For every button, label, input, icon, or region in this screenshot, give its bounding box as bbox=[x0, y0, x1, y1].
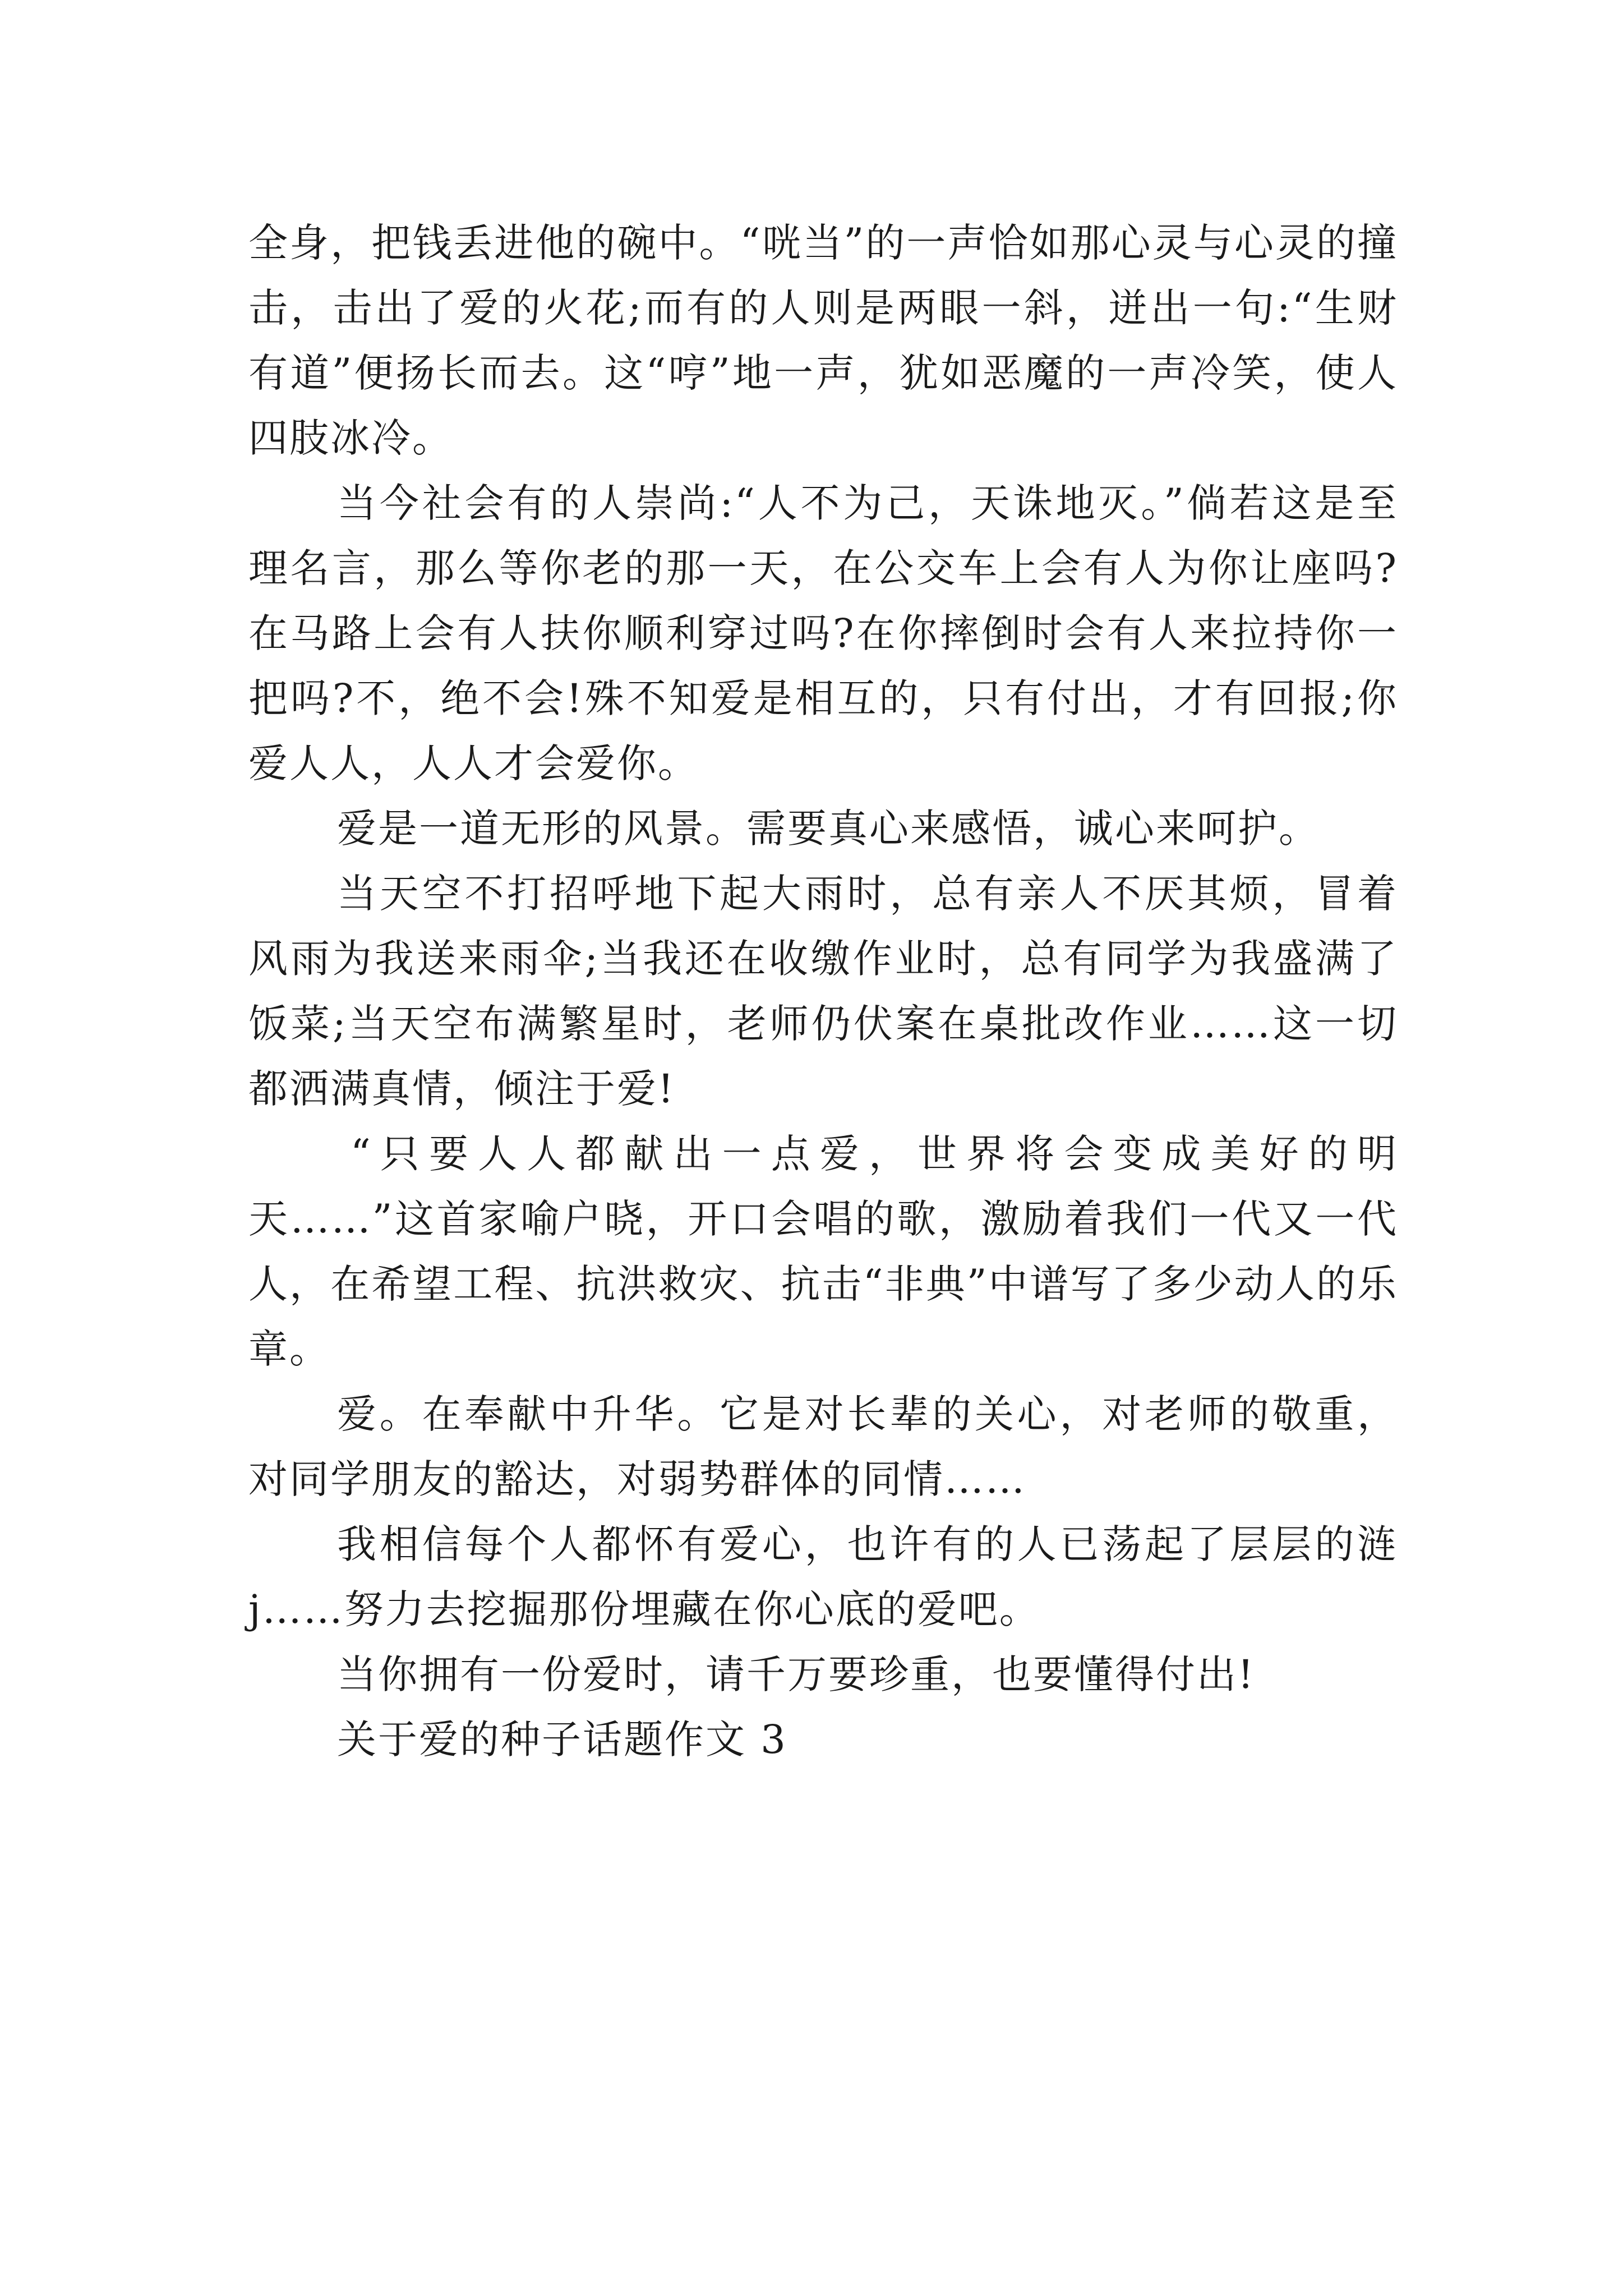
paragraph-song: “只要人人都献出一点爱，世界将会变成美好的明天……”这首家喻户晓，开口会唱的歌，激励着我们一代又一代人，在希望工程、抗洪救灾、抗击“非典”中谱写了多少动人的乐章。 bbox=[248, 1131, 1398, 1372]
paragraph-cherish: 当你拥有一份爱时，请千万要珍重，也要懂得付出! bbox=[337, 1651, 1256, 1697]
paragraph-social-attitude: 当今社会有的人崇尚:“人不为己，天诛地灭。”倘若这是至理名言，那么等你老的那一天，在公交车上会有人为你让座吗?在马路上会有人扶你顺利穿过吗?在你摔倒时会有人来拉持你一把吗?不，绝不会!殊不知爱是相互的，只有付出，才有回报;你爱人人，人人才会爱你。 bbox=[248, 480, 1398, 786]
paragraph-belief: 我相信每个人都怀有爱心，也许有的人已荡起了层层的涟 j……努力去挖掘那份埋藏在你心底的爱吧。 bbox=[248, 1521, 1398, 1632]
paragraph-daily-love: 当天空不打招呼地下起大雨时，总有亲人不厌其烦，冒着风雨为我送来雨伞;当我还在收缴作业时，总有同学为我盛满了饭菜;当天空布满繁星时，老师仍伏案在桌批改作业……这一切都洒满真情，倾注于爱! bbox=[248, 871, 1398, 1112]
paragraph-love-dedication: 爱。在奉献中升华。它是对长辈的关心，对老师的敬重，对同学朋友的豁达，对弱势群体的同情…… bbox=[248, 1391, 1398, 1502]
paragraph-love-scenery: 爱是一道无形的风景。需要真心来感悟，诚心来呵护。 bbox=[337, 806, 1320, 852]
section-heading: 关于爱的种子话题作文 3 bbox=[337, 1717, 787, 1763]
article-body bbox=[248, 210, 1398, 1772]
paragraph-continuation: 全身，把钱丢进他的碗中。“咣当”的一声恰如那心灵与心灵的撞击，击出了爱的火花;而有的人则是两眼一斜，迸出一句:“生财有道”便扬长而去。这“哼”地一声，犹如恶魔的一声冷笑，使人四肢冰冷。 bbox=[248, 220, 1398, 461]
